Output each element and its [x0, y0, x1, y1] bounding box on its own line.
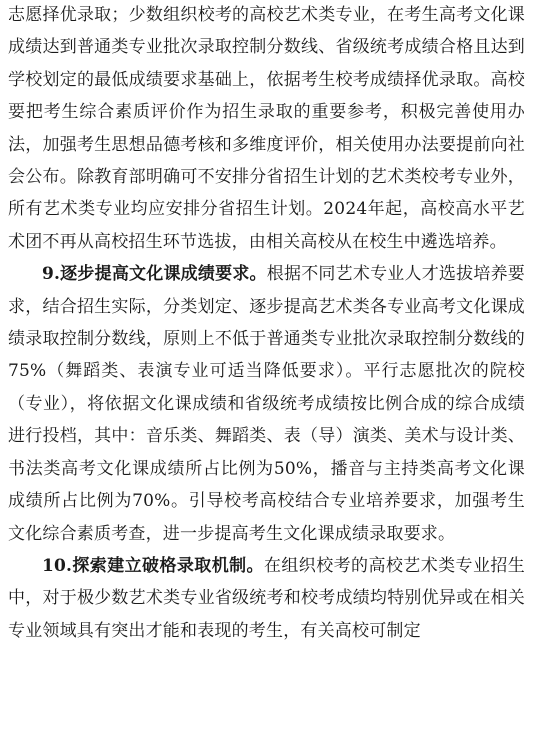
paragraph-admission-rules: [8, 0, 525, 258]
paragraph-text: 在组织校考的高校艺术类专业招生中，对于极少数艺术类专业省级统考和校考成绩均特别优异或在相关专业领域具有突出才能和表现的考生，有关高校可制定: [8, 555, 525, 641]
paragraph-text: 根据不同艺术专业人才选拔培养要求，结合招生实际，分类划定、逐步提高艺术类各专业高考文化课成绩录取控制分数线，原则上不低于普通类专业批次录取控制分数线的75%（舞蹈类、表演专业可适当降低要求）。平行志愿批次的院校（专业），将依据文化课成绩和省级统考成绩按比例合成的综合成绩进行投档，其中：音乐类、舞蹈类、表（导）演类、美术与设计类、书法类高考文化课成绩所占比例为50%，播音与主持类高考文化课成绩所占比例为70%。引导校考高校结合专业培养要求，加强考生文化综合素质考查，进一步提高考生文化课成绩录取要求。: [8, 264, 525, 544]
paragraph-section-9: [8, 258, 525, 550]
section-heading: 9.逐步提高文化课成绩要求。: [42, 264, 267, 285]
paragraph-text: 志愿择优录取；少数组织校考的高校艺术类专业，在考生高考文化课成绩达到普通类专业批次录取控制分数线、省级统考成绩合格且达到学校划定的最低成绩要求基础上，依据考生校考成绩择优录取。高校要把考生综合素质评价作为招生录取的重要参考，积极完善使用办法，加强考生思想品德考核和多维度评价，相关使用办法要提前向社会公布。除教育部明确可不安排分省招生计划的艺术类校考专业外，所有艺术类专业均应安排分省招生计划。2024年起，高校高水平艺术团不再从高校招生环节选拔，由相关高校从在校生中遴选培养。: [8, 5, 525, 252]
section-heading: 10.探索建立破格录取机制。: [42, 555, 264, 576]
paragraph-section-10: [8, 550, 525, 647]
